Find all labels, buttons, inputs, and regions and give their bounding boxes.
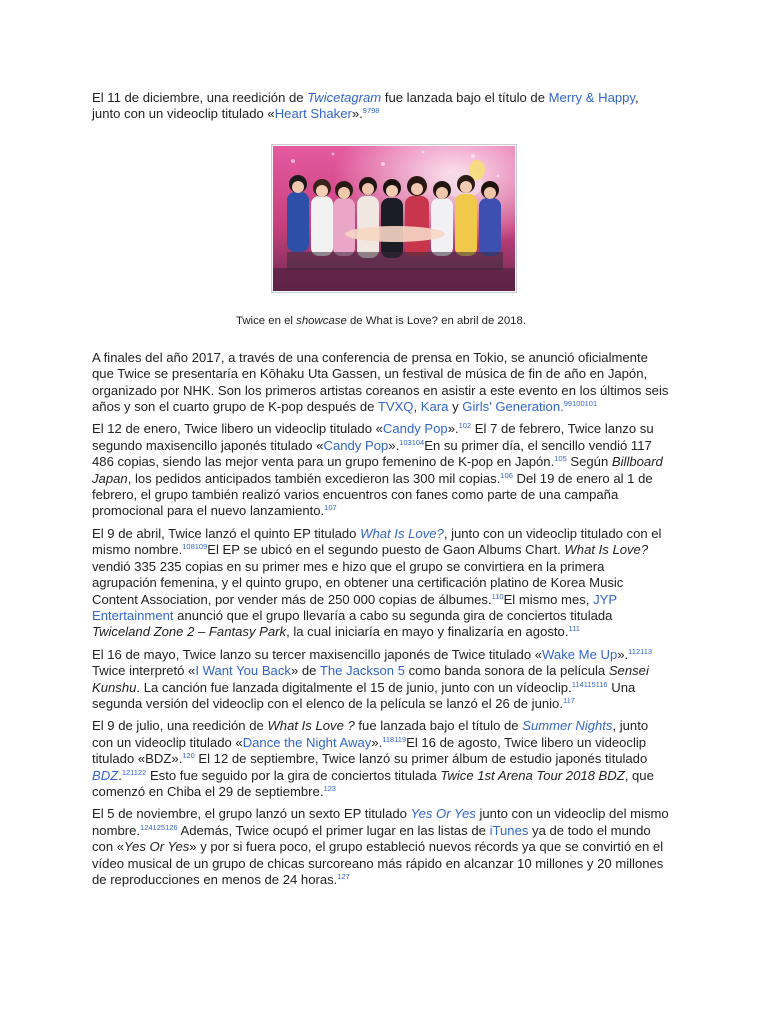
text-run: , los pedidos anticipados también excedieron las 300 mil copias. (127, 470, 501, 486)
text-run: ya de todo el mundo con « (92, 822, 651, 855)
text-run: ». (388, 437, 400, 453)
footnote-ref[interactable]: 121122 (121, 767, 147, 777)
text-run: , que comenzó en Chiba el 29 de septiembre. (92, 767, 654, 799)
text-run: ». (617, 646, 629, 662)
text-run: » y por si fuera poco, el grupo estableció nuevos récords ya que se convirtió en el vídeo musical de un grupo de chicas surcoreano más rápido en alcanzar 10 millones y 20 millones de reproducciones en menos de 24 horas. (92, 839, 664, 887)
footnote-ref[interactable]: 111 (568, 624, 580, 634)
footnote-ref[interactable]: 105 (554, 454, 567, 464)
text-run: junto con un videoclip del mismo nombre. (92, 806, 669, 838)
text-run: A finales del año 2017, a través de una conferencia de prensa en Tokio, se anunció oficialmente que Twice se presentaría en Kōhaku Uta Gassen, un festival de música de fin de año en Japón, organizado por NHK. Son los primeros artistas coreanos en asistir a este evento en los últimos seis años y son el cuarto grupo de K-pop después de (92, 349, 669, 415)
link-heart-shaker[interactable]: Heart Shaker (274, 106, 352, 122)
text-run: El 9 de abril, Twice lanzó el quinto EP titulado (92, 525, 361, 541)
caption-text: Twice en el (235, 314, 297, 327)
text-run: ». (371, 734, 383, 750)
link-tvxq[interactable]: TVXQ (377, 399, 414, 415)
text-run: . La canción fue lanzada digitalmente el 15 de junio, junto con un vídeoclip. (136, 679, 572, 695)
link-kara[interactable]: Kara (420, 399, 449, 415)
footnote-ref[interactable]: 108109 (182, 542, 208, 552)
text-run: Del 19 de enero al 1 de febrero, el grupo también realizó varios encuentros con fanes como parte de una campaña promocional para el nuevo lanzamiento. (92, 470, 653, 519)
figure-showcase (92, 144, 670, 327)
text-run: El 11 de diciembre, una reedición de (92, 90, 308, 105)
italic-title: What Is Love? (564, 542, 649, 558)
text-run: Una segunda versión del videoclip con el elenco de la película se lanzó el 26 de junio. (92, 679, 636, 711)
paragraph-yes-or-yes (92, 806, 670, 888)
footnote-ref[interactable]: 124125126 (140, 822, 178, 832)
italic-title: Twice 1st Arena Tour 2018 BDZ (440, 767, 625, 783)
text-run: anunció que el grupo llevaría a cabo su segunda gira de conciertos titulada (173, 607, 613, 623)
text-run: , junto con un videoclip titulado « (92, 90, 639, 122)
footnote-ref[interactable]: 102 (458, 421, 472, 431)
footnote-ref[interactable]: 106 (500, 470, 513, 480)
footnote-ref[interactable]: 112113 (628, 646, 653, 656)
paragraph-summer-nights (92, 718, 670, 800)
link-the-jackson-5[interactable]: The Jackson 5 (319, 663, 405, 679)
text-run: vendió 335 235 copias en su primer mes e hizo que el grupo se convirtiera en la primera agrupación femenina, y el quinto grupo, en obtener una certificación platino de Korea Music Content Association, por vender más de 250 000 copias de álbumes. (92, 558, 624, 607)
paragraph-kohaku (92, 350, 670, 416)
text-run: , (413, 399, 421, 415)
link-dance-the-night-away[interactable]: Dance the Night Away (242, 734, 372, 750)
italic-title: Yes Or Yes (124, 839, 190, 855)
text-run: Twice interpretó « (92, 663, 196, 679)
link-bdz[interactable]: BDZ (92, 767, 119, 783)
text-run: ». (447, 421, 459, 437)
link-jyp-entertainment[interactable]: JYP Entertainment (92, 591, 617, 623)
text-run: El EP se ubicó en el segundo puesto de Gaon Albums Chart. (207, 542, 565, 558)
link-punctuation[interactable]: . (560, 399, 564, 415)
link-summer-nights[interactable]: Summer Nights (522, 718, 613, 734)
text-run: El 7 de febrero, Twice lanzo su segundo maxisencillo japonés titulado « (92, 421, 654, 453)
link-twicetagram[interactable]: Twicetagram (307, 90, 382, 105)
text-run: El 16 de agosto, Twice libero un videoclip titulado «BDZ». (92, 734, 647, 767)
text-run: Según (566, 454, 612, 470)
text-run: fue lanzada bajo el título de (381, 90, 549, 105)
text-run: En su primer día, el sencillo vendió 117 486 copias, siendo las mejor venta para un grupo femenino de K-pop en Japón. (92, 437, 652, 470)
text-run: » de (290, 663, 320, 679)
italic-title: Sensei Kunshu (92, 663, 649, 695)
showcase-photo[interactable] (271, 144, 517, 293)
link-wake-me-up[interactable]: Wake Me Up (542, 646, 618, 662)
text-run: , junto con un videoclip titulado con el mismo nombre. (92, 525, 662, 558)
footnote-ref[interactable]: 117 (562, 695, 575, 705)
text-run: Esto fue seguido por la gira de conciertos titulada (146, 767, 441, 783)
link-candy-pop[interactable]: Candy Pop (382, 421, 448, 437)
text-run: como banda sonora de la película (404, 663, 609, 679)
footnote-ref[interactable]: 114115116 (571, 679, 608, 689)
text-run: El 12 de enero, Twice libero un videoclip titulado « (92, 421, 383, 437)
figure-caption (92, 315, 670, 327)
article-content (92, 90, 670, 894)
paragraph-wake-me-up (92, 647, 670, 713)
footnote-ref[interactable]: 120 (182, 751, 195, 761)
link-itunes[interactable]: iTunes (489, 822, 529, 838)
footnote-ref[interactable]: 103104 (399, 437, 425, 447)
text-run: y (448, 399, 463, 415)
caption-text-end: de What is Love? en abril de 2018. (346, 314, 526, 327)
footnote-ref[interactable]: 99100101 (563, 399, 598, 409)
footnote-ref[interactable]: 110 (491, 591, 504, 601)
paragraph-candy-pop (92, 421, 670, 519)
text-run: Además, Twice ocupó el primer lugar en las listas de (177, 822, 490, 838)
text-run: fue lanzada bajo el título de (354, 718, 523, 734)
footnote-ref[interactable]: 107 (324, 503, 337, 513)
paragraph-twicetagram-reissue (92, 90, 670, 123)
italic-title: What Is Love ? (267, 718, 355, 734)
text-run: El 16 de mayo, Twice lanzo su tercer maxisencillo japonés de Twice titulado « (92, 646, 543, 662)
footnote-ref[interactable]: 9798 (362, 106, 380, 116)
link-i-want-you-back[interactable]: I Want You Back (195, 663, 291, 679)
text-run: El mismo mes, (503, 591, 594, 607)
link-candy-pop-2[interactable]: Candy Pop (323, 437, 389, 453)
footnote-ref[interactable]: 127 (337, 872, 350, 881)
italic-title: Billboard Japan (92, 454, 663, 486)
text-run: , junto con un videoclip titulado « (92, 718, 649, 750)
paragraph-what-is-love (92, 526, 670, 641)
footnote-ref[interactable]: 118119 (382, 734, 407, 744)
text-run: El 12 de septiembre, Twice lanzó su primer álbum de estudio japonés titulado (194, 751, 648, 767)
caption-emphasis: showcase (296, 314, 347, 327)
text-run: ». (351, 106, 363, 122)
link-girls-generation[interactable]: Girls' Generation (462, 399, 561, 415)
text-run: , la cual iniciaría en mayo y finalizaría en agosto. (286, 624, 569, 640)
link-what-is-love[interactable]: What Is Love? (360, 525, 444, 541)
italic-title: Twiceland Zone 2 – Fantasy Park (92, 624, 287, 640)
text-run: . (118, 767, 122, 783)
text-run: El 5 de noviembre, el grupo lanzó un sexto EP titulado (92, 806, 411, 822)
link-merry-and-happy[interactable]: Merry & Happy (548, 90, 635, 105)
showcase-photo-image (273, 146, 515, 291)
link-yes-or-yes[interactable]: Yes Or Yes (410, 806, 476, 822)
footnote-ref[interactable]: 123 (323, 783, 336, 793)
text-run: El 9 de julio, una reedición de (92, 718, 268, 734)
